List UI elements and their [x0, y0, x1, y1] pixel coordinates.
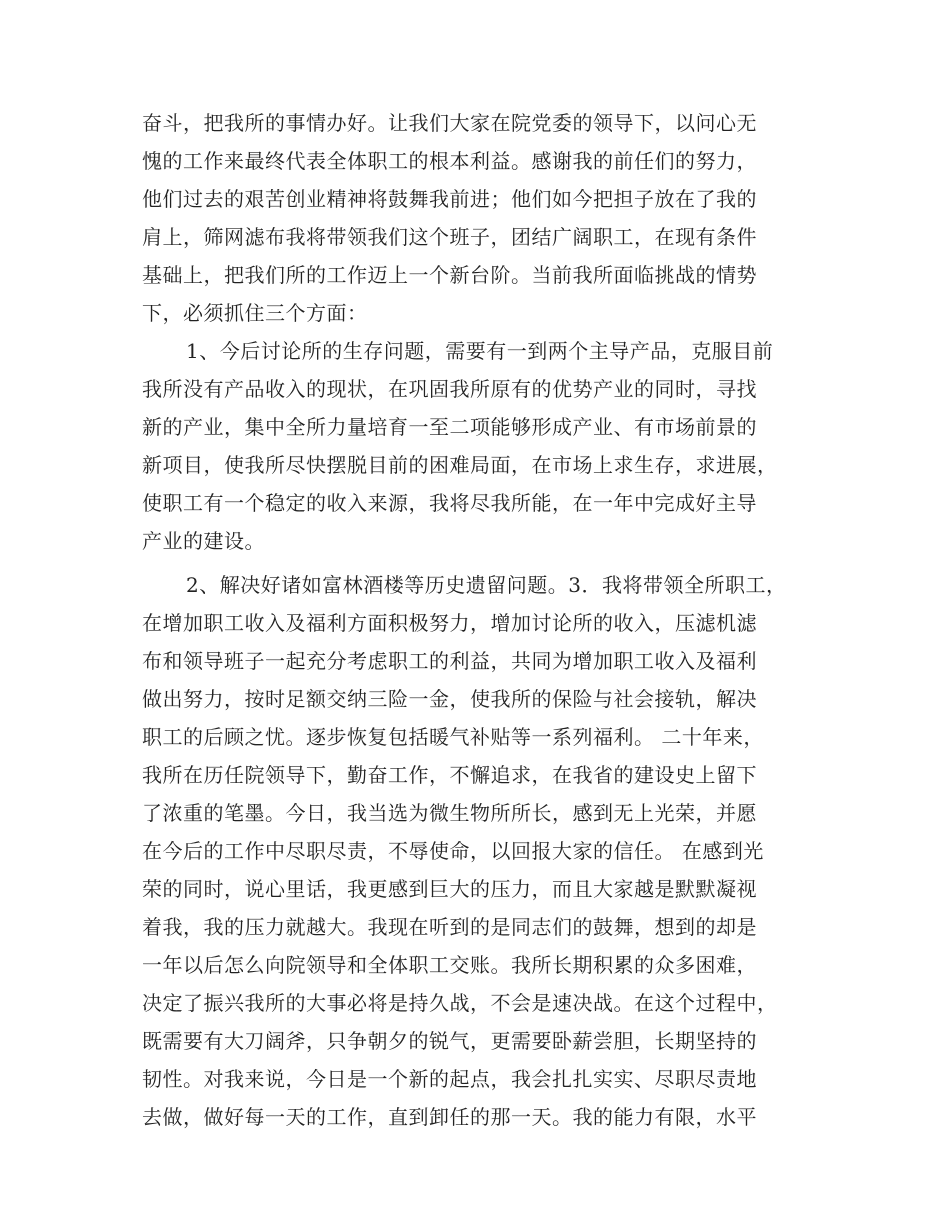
text-line: 新的产业，集中全所力量培育一至二项能够形成产业、有市场前景的 [142, 415, 757, 439]
text-line: 产业的建设。 [142, 529, 265, 553]
paragraph-first-line: 2、解决好诸如富林酒楼等历史遗留问题。3．我将带领全所职工， [186, 573, 787, 597]
text-line: 决定了振兴我所的大事必将是持久战，不会是速决战。在这个过程中， [142, 991, 778, 1015]
text-line: 着我，我的压力就越大。我现在听到的是同志们的鼓舞，想到的却是 [142, 915, 757, 939]
text-line: 布和领导班子一起充分考虑职工的利益，共同为增加职工收入及福利 [142, 649, 757, 673]
text-line: 在增加职工收入及福利方面积极努力，增加讨论所的收入，压滤机滤 [142, 611, 757, 635]
text-line: 新项目，使我所尽快摆脱目前的困难局面，在市场上求生存，求进展， [142, 453, 778, 477]
text-line: 基础上，把我们所的工作迈上一个新台阶。当前我所面临挑战的情势 [142, 263, 757, 287]
text-line: 做出努力，按时足额交纳三险一金，使我所的保险与社会接轨，解决 [142, 687, 757, 711]
text-line: 我所没有产品收入的现状，在巩固我所原有的优势产业的同时，寻找 [142, 377, 757, 401]
text-line: 愧的工作来最终代表全体职工的根本利益。感谢我的前任们的努力， [142, 149, 757, 173]
text-line: 韧性。对我来说，今日是一个新的起点，我会扎扎实实、尽职尽责地 [142, 1067, 757, 1091]
text-line: 我所在历任院领导下，勤奋工作，不懈追求，在我省的建设史上留下 [142, 763, 757, 787]
document-body [142, 104, 812, 1136]
text-line: 在今后的工作中尽职尽责，不辱使命，以回报大家的信任。 在感到光 [142, 839, 764, 863]
text-line: 奋斗，把我所的事情办好。让我们大家在院党委的领导下，以问心无 [142, 111, 757, 135]
text-line: 既需要有大刀阔斧，只争朝夕的锐气，更需要卧薪尝胆，长期坚持的 [142, 1029, 757, 1053]
paragraph-first-line: 1、今后讨论所的生存问题，需要有一到两个主导产品，克服目前 [186, 339, 774, 363]
text-line: 一年以后怎么向院领导和全体职工交账。我所长期积累的众多困难， [142, 953, 757, 977]
text-line: 了浓重的笔墨。今日，我当选为微生物所所长，感到无上光荣，并愿 [142, 801, 757, 825]
text-line: 下，必须抓住三个方面： [142, 301, 368, 325]
text-line: 他们过去的艰苦创业精神将鼓舞我前进；他们如今把担子放在了我的 [142, 187, 757, 211]
text-line: 荣的同时，说心里话，我更感到巨大的压力，而且大家越是默默凝视 [142, 877, 757, 901]
text-line: 去做，做好每一天的工作，直到卸任的那一天。我的能力有限，水平 [142, 1105, 757, 1129]
text-line: 职工的后顾之忧。逐步恢复包括暖气补贴等一系列福利。 二十年来， [142, 725, 764, 749]
text-line: 肩上，筛网滤布我将带领我们这个班子，团结广阔职工，在现有条件 [142, 225, 757, 249]
text-line: 使职工有一个稳定的收入来源，我将尽我所能，在一年中完成好主导 [142, 491, 757, 515]
